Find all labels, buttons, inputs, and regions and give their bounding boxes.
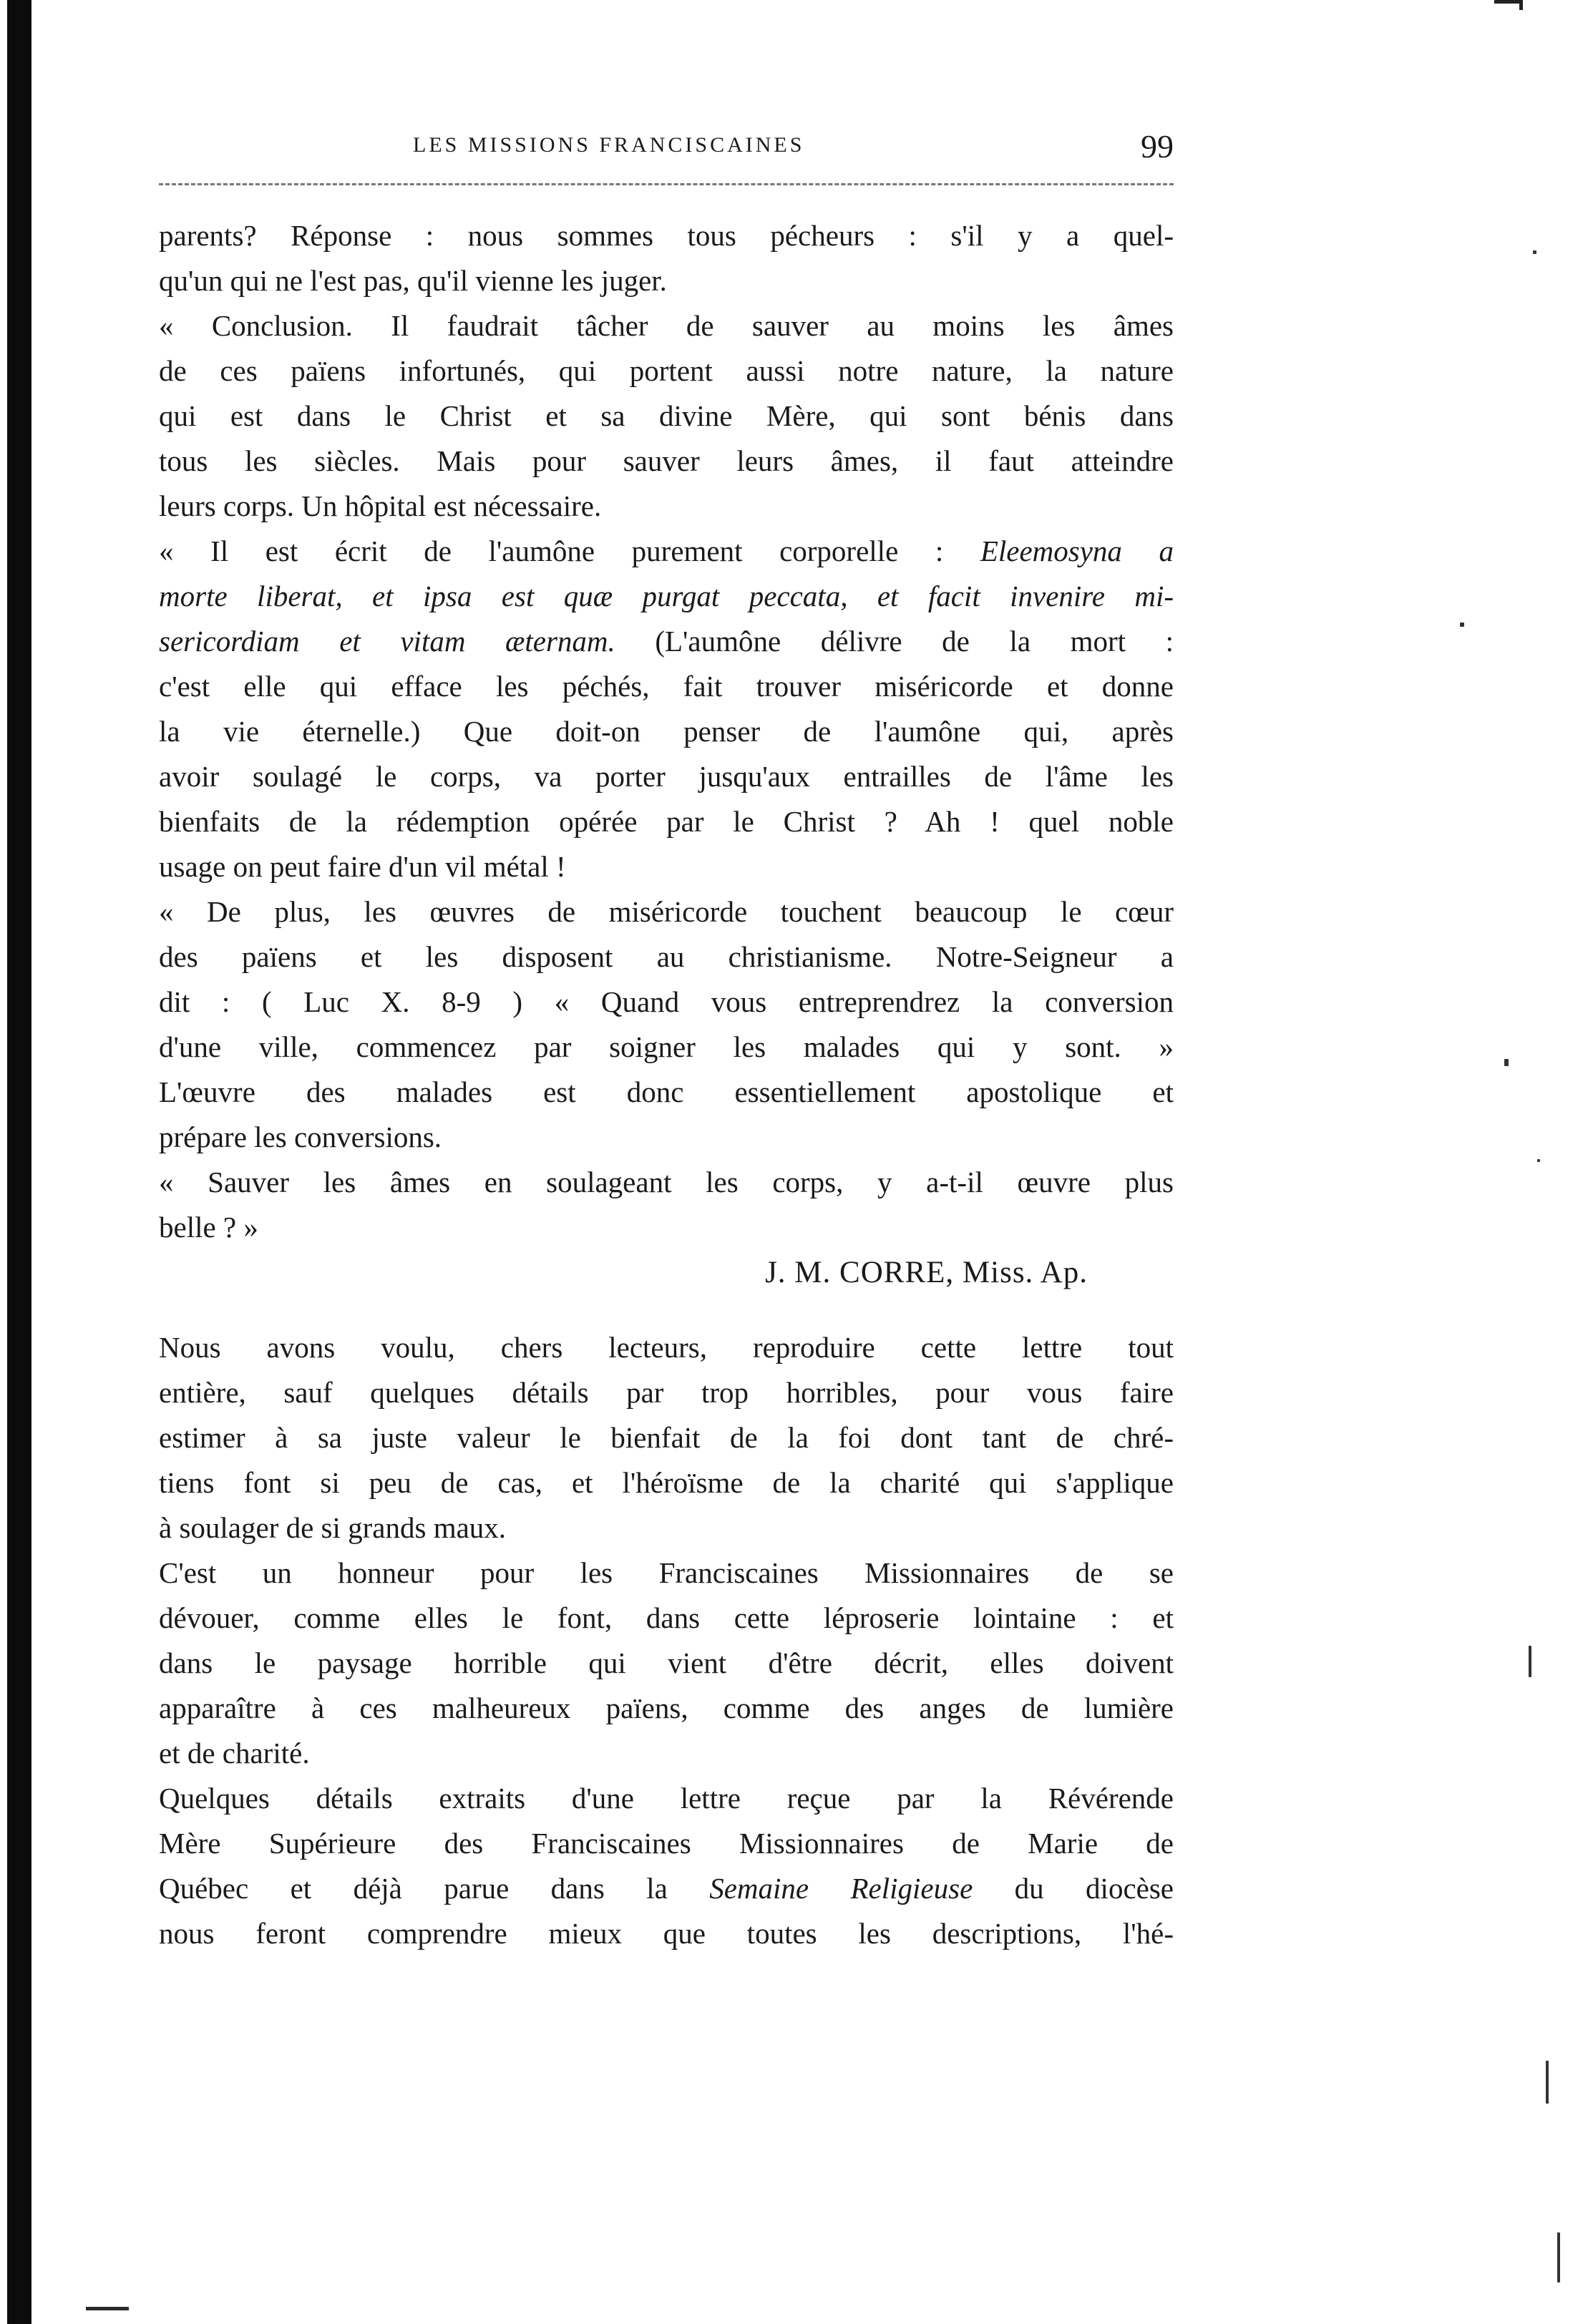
scan-speck	[1557, 2232, 1560, 2282]
text-line: Mère Supérieure des Franciscaines Missionnaires de Marie de	[159, 1827, 1174, 1860]
text-segment: (L'aumône délivre de la mort :	[655, 625, 1174, 658]
letter-signature: J. M. CORRE, Miss. Ap.	[765, 1256, 1088, 1289]
text-line: bienfaits de la rédemption opérée par le Christ ? Ah ! quel noble	[159, 805, 1174, 838]
text-line: entière, sauf quelques détails par trop horribles, pour vous faire	[159, 1376, 1174, 1409]
text-line: dévouer, comme elles le font, dans cette léproserie lointaine : et	[159, 1601, 1174, 1634]
text-line: estimer à sa juste valeur le bienfait de la foi dont tant de chré-	[159, 1421, 1174, 1454]
text-line: Quelques détails extraits d'une lettre reçue par la Révérende	[159, 1782, 1174, 1815]
text-line: Nous avons voulu, chers lecteurs, reproduire cette lettre tout	[159, 1331, 1174, 1364]
text-line: et de charité.	[159, 1737, 310, 1769]
text-segment: Québec et déjà parue dans la	[159, 1872, 668, 1905]
page-corner-mark	[1494, 0, 1523, 10]
binding-edge	[7, 0, 31, 2324]
text-line: à soulager de si grands maux.	[159, 1511, 507, 1544]
text-line	[159, 529, 1174, 574]
text-line: d'une ville, commencez par soigner les malades qui y sont. »	[159, 1030, 1174, 1063]
text-line: dit : ( Luc X. 8-9 ) « Quand vous entreprendrez la conversion	[159, 985, 1174, 1018]
scan-speck	[1537, 1159, 1540, 1162]
text-line: « De plus, les œuvres de miséricorde touchent beaucoup le cœur	[159, 895, 1174, 928]
header-rule	[159, 183, 1174, 185]
text-line: avoir soulagé le corps, va porter jusqu'aux entrailles de l'âme les	[159, 760, 1174, 793]
scan-speck	[1533, 250, 1536, 254]
text-segment: « Il est écrit de l'aumône purement corporelle :	[159, 534, 944, 567]
page-text	[159, 213, 1174, 1956]
publication-title: Semaine Religieuse	[709, 1872, 973, 1905]
text-line: leurs corps. Un hôpital est nécessaire.	[159, 489, 602, 522]
scan-speck	[1460, 622, 1464, 627]
latin-quote: morte liberat, et ipsa est quæ purgat peccata, et facit invenire mi-	[159, 580, 1174, 612]
text-line: L'œuvre des malades est donc essentiellement apostolique et	[159, 1075, 1174, 1108]
text-segment: du diocèse	[1014, 1872, 1174, 1905]
scan-speck	[1546, 2061, 1549, 2104]
latin-quote: Eleemosyna a	[980, 534, 1174, 567]
text-line: de ces païens infortunés, qui portent aussi notre nature, la nature	[159, 354, 1174, 387]
text-line: usage on peut faire d'un vil métal !	[159, 850, 566, 883]
text-line: prépare les conversions.	[159, 1120, 442, 1153]
paragraph-gap	[159, 1295, 1174, 1325]
text-line: tiens font si peu de cas, et l'héroïsme de la charité qui s'applique	[159, 1466, 1174, 1499]
scan-speck	[1504, 1059, 1509, 1066]
text-line: « Conclusion. Il faudrait tâcher de sauver au moins les âmes	[159, 309, 1174, 342]
running-title: LES MISSIONS FRANCISCAINES	[413, 133, 805, 157]
page-number: 99	[1141, 128, 1174, 165]
text-line: belle ? »	[159, 1211, 258, 1244]
text-line: qu'un qui ne l'est pas, qu'il vienne les juger.	[159, 264, 667, 297]
scan-speck	[1529, 1646, 1531, 1677]
binding-shadow	[86, 2307, 129, 2310]
text-line: c'est elle qui efface les péchés, fait trouver miséricorde et donne	[159, 670, 1174, 703]
text-line	[159, 619, 1174, 664]
text-line: qui est dans le Christ et sa divine Mère, qui sont bénis dans	[159, 399, 1174, 432]
text-line: C'est un honneur pour les Franciscaines Missionnaires de se	[159, 1556, 1174, 1589]
text-line	[159, 1866, 1174, 1911]
text-line: nous feront comprendre mieux que toutes les descriptions, l'hé-	[159, 1917, 1174, 1950]
page-header	[159, 130, 1174, 180]
text-line	[159, 574, 1174, 619]
text-line: tous les siècles. Mais pour sauver leurs âmes, il faut atteindre	[159, 444, 1174, 477]
text-line: parents? Réponse : nous sommes tous pécheurs : s'il y a quel-	[159, 219, 1174, 252]
latin-quote: sericordiam et vitam æternam.	[159, 625, 615, 658]
text-line: « Sauver les âmes en soulageant les corps, y a-t-il œuvre plus	[159, 1166, 1174, 1198]
text-line: apparaître à ces malheureux païens, comme des anges de lumière	[159, 1691, 1174, 1724]
text-line: dans le paysage horrible qui vient d'être décrit, elles doivent	[159, 1646, 1174, 1679]
text-line: des païens et les disposent au christianisme. Notre-Seigneur a	[159, 940, 1174, 973]
text-line: la vie éternelle.) Que doit-on penser de l'aumône qui, après	[159, 715, 1174, 748]
